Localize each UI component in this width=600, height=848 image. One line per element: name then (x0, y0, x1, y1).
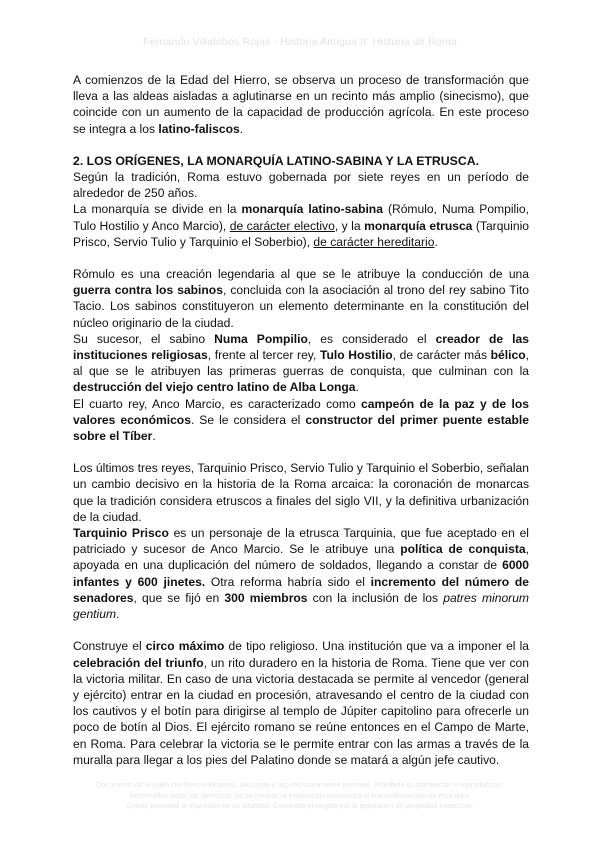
paragraph-circo-triunfo: Construye el circo máximo de tipo religioso. Una institución que va a imponer el la celebración del triunfo, un rito duradero en la historia de Roma. Tiene que ver con la victoria militar. En caso de una victoria destacada se permite al vencedor (general y ejército) entrar en la ciudad en procesión, atravesando el centro de la ciudad con los cautivos y el botín para dirigirse al templo de Júpiter capitolino para ofrecerle un poco de botín al Dios. El ejército romano se reúne entonces en el Campo de Marte, en Roma. Para celebrar la victoria se le permite entrar con las armas a través de la muralla para llegar a los pies del Palatino donde se matará a algún jefe cautivo. (73, 639, 530, 767)
paragraph-etruscan-kings: Los últimos tres reyes, Tarquinio Prisco, Servio Tulio y Tarquinio el Soberbio, señalan un cambio decisivo en la historia de la Roma arcaica: la coronación de monarcas que la tradición considera etruscos a finales del siglo VII, y la definitiva urbanización de la ciudad. (73, 461, 529, 524)
paragraph-monarchy-division: La monarquía se divide en la monarquía latino-sabina (Rómulo, Numa Pompilio, Tulo Hostilio y Anco Marcio), de carácter electivo, y la monarquía etrusca (Tarquinio Prisco, Servio Tulio y Tarquinio el Soberbio), de carácter hereditario. (73, 202, 529, 249)
paragraph-tradition: Según la tradición, Roma estuvo gobernada por siete reyes en un período de alrededor de 250 años. (73, 170, 529, 201)
footer-line: Reservados todos los derechos. No se permite la explotación económica ni la transformación de esta obra. (129, 790, 471, 800)
paragraph-romulo: Rómulo es una creación legendaria al que se le atribuye la conducción de una guerra contra los sabinos, concluida con la asociación al trono del rey sabino Tito Tacio. Los sabinos constituyeron un elemento determinante en la constitución del núcleo originario de la ciudad. (73, 267, 529, 330)
paragraph-numa: Su sucesor, el sabino Numa Pompilio, es considerado el creador de las instituciones religiosas, frente al tercer rey, Tulo Hostilio, de carácter más bélico, al que se le atribuyen las primeras guerras de conquista, que culminan con la destrucción del viejo centro latino de Alba Longa. (73, 331, 529, 395)
paragraph-tarquinio: Tarquinio Prisco es un personaje de la etrusca Tarquinia, que fue aceptado en el patriciado y sucesor de Anco Marcio. Se le atribuye una política de conquista, apoyada en una duplicación del número de soldados, llegando a constar de 6000 infantes y 600 jinetes. Otra reforma habría sido el incremento del número de senadores, que se fijó en 300 miembros con la inclusión de los patres minorum gentium. (73, 526, 530, 622)
header-watermark: Fernando Villalobos Rojas - Historia Antigua II: Historia de Roma (143, 36, 457, 48)
document-body (73, 72, 529, 768)
paragraph-anco: El cuarto rey, Anco Marcio, es caracterizado como campeón de la paz y de los valores económicos. Se le considera el constructor del primer puente estable sobre el Tíber. (73, 396, 529, 444)
footer-line: Queda permitida la impresión en su totalidad. Contenido protegido por la legislación de propiedad intelectual. (126, 801, 474, 810)
footer-watermark (60, 780, 540, 812)
footer-line: Documento de Wuolah con fines educativos, descarga y uso exclusivamente personal. Prohibida su distribución o reproducción. (96, 780, 504, 789)
section-heading: 2. LOS ORÍGENES, LA MONARQUÍA LATINO-SABINA Y LA ETRUSCA. (73, 153, 480, 168)
intro-paragraph: A comienzos de la Edad del Hierro, se observa un proceso de transformación que lleva a las aldeas aisladas a aglutinarse en un recinto más amplio (sinecismo), que coincide con un aumento de la capacidad de producción agrícola. En este proceso se integra a los latino-faliscos. (73, 73, 529, 136)
